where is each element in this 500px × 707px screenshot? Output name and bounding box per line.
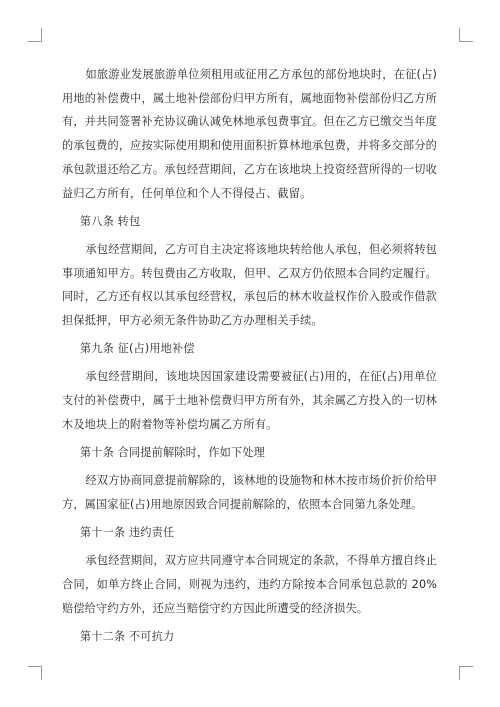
- heading-article-8: 第八条 转包: [79, 214, 141, 228]
- paragraph-breach: 承包经营期间，双方应共同遵守本合同规定的条款，不得单方擅自终止合同，如单方终止合同，则视为违约，违约方除按本合同承包总款的 20%赔偿给守约方外，还应当赔偿守约方因此所遭受的经济损失。: [62, 554, 437, 615]
- crop-mark-bottom-right: [459, 666, 473, 680]
- paragraph-land-compensation: 如旅游业发展旅游单位须租用或征用乙方承包的部份地块时，在征(占)用地的补偿费中，属土地补偿部份归甲方所有，属地面物补偿部份归乙方所有，并共同签署补充协议确认减免林地承包费事宜。但在乙方已缴交当年度的承包费的，应按实际使用期和使用面积折算林地承包费，并将多交部分的承包款退还给乙方。承包经营期间，乙方在该地块上投资经营所得的一切收益归乙方所有，任何单位和个人不得侵占、截留。: [62, 68, 437, 200]
- crop-mark-top-left: [28, 28, 42, 42]
- heading-article-11: 第十一条 违约责任: [79, 526, 175, 540]
- document-body: [62, 63, 437, 653]
- crop-mark-bottom-left: [28, 666, 42, 680]
- heading-article-12: 第十二条 不可抗力: [79, 629, 175, 643]
- paragraph-expropriation: 承包经营期间，该地块因国家建设需要被征(占)用的，在征(占)用单位支付的补偿费中，属于土地补偿费归甲方所有外，其余属乙方投入的一切林木及地块上的附着物等补偿均属乙方所有。: [62, 370, 437, 431]
- paragraph-early-termination: 经双方协商同意提前解除的，该林地的设施物和林木按市场价折价给甲方，属国家征(占)用地原因致合同提前解除的，依照本合同第九条处理。: [62, 474, 437, 511]
- paragraph-subcontract: 承包经营期间，乙方可自主决定将该地块转给他人承包，但必须将转包事项通知甲方。转包费由乙方收取，但甲、乙双方仍依照本合同约定履行。同时，乙方还有权以其承包经营权，承包后的林木收益权作价入股或作借款担保抵押，甲方必须无条件协助乙方办理相关手续。: [62, 242, 437, 328]
- heading-article-9: 第九条 征(占)用地补偿: [79, 342, 195, 356]
- heading-article-10: 第十条 合同提前解除时，作如下处理: [79, 446, 266, 460]
- crop-mark-top-right: [459, 28, 473, 42]
